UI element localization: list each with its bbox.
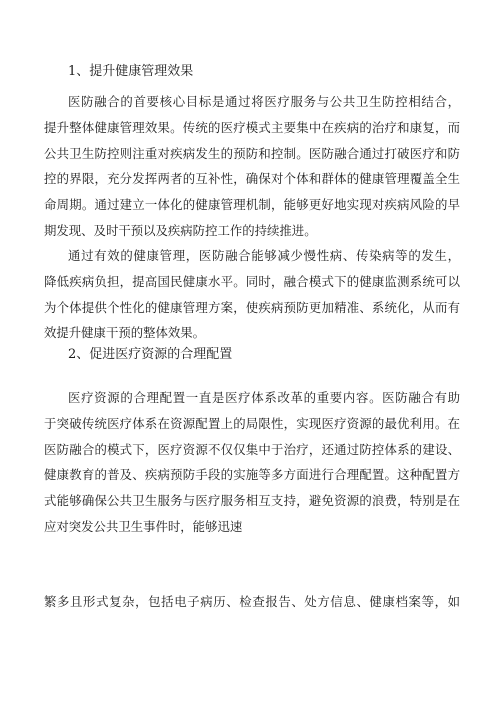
paragraph-line: 通过有效的健康管理，医防融合能够减少慢性病、传染病等的发生， — [68, 248, 460, 263]
paragraph-line: 控的界限，充分发挥两者的互补性，确保对个体和群体的健康管理覆盖全生 — [44, 171, 460, 187]
paragraph-line: 健康教育的普及、疾病预防手段的实施等多方面进行合理配置。这种配置方 — [44, 467, 460, 483]
paragraph-line: 医防融合的首要核心目标是通过将医疗服务与公共卫生防控相结合， — [68, 94, 460, 109]
paragraph-line: 命周期。通过建立一体化的健康管理机制，能够更好地实现对疾病风险的早 — [44, 197, 460, 213]
paragraph-line: 为个体提供个性化的健康管理方案，使疾病预防更加精准、系统化，从而有 — [44, 299, 460, 315]
section-heading-2: 2、促进医疗资源的合理配置 — [68, 347, 233, 362]
section-2-paragraph-1 — [44, 385, 460, 540]
paragraph-line: 式能够确保公共卫生服务与医疗服务相互支持，避免资源的浪费，特别是在 — [44, 493, 460, 509]
paragraph-line: 医疗资源的合理配置一直是医疗体系改革的重要内容。医防融合有助 — [68, 390, 460, 405]
paragraph-line: 于突破传统医疗体系在资源配置上的局限性，实现医疗资源的最优利用。在 — [44, 415, 460, 431]
paragraph-line: 医防融合的模式下，医疗资源不仅仅集中于治疗，还通过防控体系的建设、 — [44, 441, 460, 457]
paragraph-line: 应对突发公共卫生事件时，能够迅速 — [44, 518, 243, 534]
paragraph-line: 繁多且形式复杂，包括电子病历、检查报告、处方信息、健康档案等，如 — [44, 594, 460, 609]
paragraph-line: 提升整体健康管理效果。传统的医疗模式主要集中在疾病的治疗和康复，而 — [44, 119, 460, 135]
section-1-paragraph-1 — [44, 89, 460, 244]
paragraph-line: 期发现、及时干预以及疾病防控工作的持续推进。 — [44, 222, 317, 238]
section-1-paragraph-2 — [44, 243, 460, 346]
paragraph-line: 效提升健康干预的整体效果。 — [44, 325, 206, 341]
paragraph-line: 降低疾病负担，提高国民健康水平。同时，融合模式下的健康监测系统可以 — [44, 273, 460, 289]
trailing-paragraph — [44, 589, 460, 615]
section-heading-1: 1、提升健康管理效果 — [68, 64, 194, 79]
paragraph-line: 公共卫生防控则注重对疾病发生的预防和控制。医防融合通过打破医疗和防 — [44, 145, 460, 161]
